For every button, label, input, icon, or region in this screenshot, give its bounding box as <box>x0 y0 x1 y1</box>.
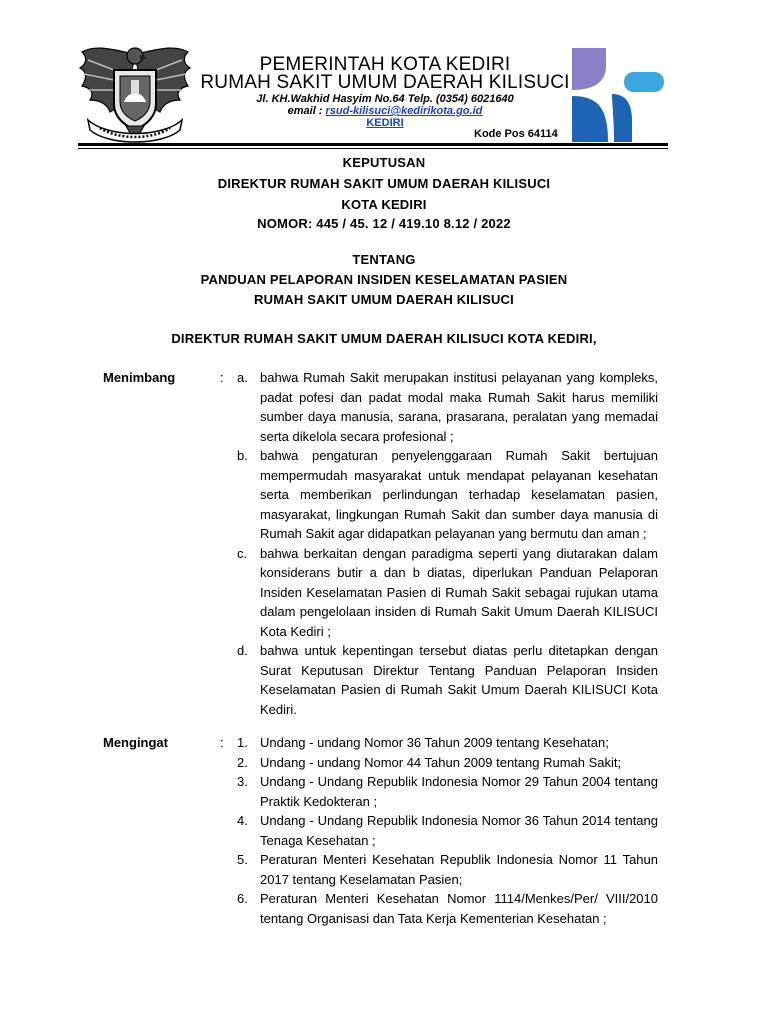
decree-number: NOMOR: 445 / 45. 12 / 419.10 8.12 / 2022 <box>257 216 511 231</box>
item-text: Peraturan Menteri Kesehatan Nomor 1114/Menkes/Per/ VIII/2010 tentang Organisasi dan Tata Kerja Kementerian Kesehatan ; <box>260 891 658 926</box>
doc-type: KEPUTUSAN <box>342 155 426 170</box>
mengingat-colon: : <box>220 735 224 750</box>
item-text: Undang - Undang Republik Indonesia Nomor 36 Tahun 2014 tentang Tenaga Kesehatan ; <box>260 813 658 848</box>
list-item <box>237 641 658 719</box>
letterhead-divider-thick <box>78 143 668 146</box>
item-number: 6. <box>237 891 248 906</box>
item-number: 1. <box>237 735 248 750</box>
list-item <box>237 811 658 850</box>
list-item <box>237 753 658 773</box>
mengingat-list <box>237 733 658 928</box>
letterhead-divider-thin <box>78 148 668 149</box>
item-number: 2. <box>237 754 248 770</box>
list-item <box>237 368 658 446</box>
subject-line1: PANDUAN PELAPORAN INSIDEN KESELAMATAN PASIEN <box>200 272 568 287</box>
list-item <box>237 772 658 811</box>
issuer: DIREKTUR RUMAH SAKIT UMUM DAERAH KILISUCI <box>217 176 551 191</box>
subject-line2: RUMAH SAKIT UMUM DAERAH KILISUCI <box>254 292 514 307</box>
letterhead-city: KEDIRI <box>366 117 404 129</box>
menimbang-list <box>237 368 658 719</box>
item-number: 5. <box>237 852 248 867</box>
item-number: 3. <box>237 774 248 789</box>
item-text: bahwa untuk kepentingan tersebut diatas perlu ditetapkan dengan Surat Keputusan Direktur Tentang Panduan Pelaporan Insiden Keselamatan Pasien di Rumah Sakit Umum Daerah KILISUCI Kota Kediri. <box>260 643 658 717</box>
item-number: 4. <box>237 813 248 828</box>
item-text: Undang - undang Nomor 44 Tahun 2009 tentang Rumah Sakit; <box>260 754 622 770</box>
director-heading: DIREKTUR RUMAH SAKIT UMUM DAERAH KILISUCI KOTA KEDIRI, <box>171 331 597 346</box>
item-text: Undang - undang Nomor 36 Tahun 2009 tentang Kesehatan; <box>260 735 609 750</box>
letterhead-hospital-name: RUMAH SAKIT UMUM DAERAH KILISUCI <box>200 72 570 93</box>
item-text: bahwa Rumah Sakit merupakan institusi pelayanan yang kompleks, padat pofesi dan padat modal maka Rumah Sakit harus memiliki sumber daya manusia, sarana, prasarana, peralatan yang memadai serta dikelola secara profesional ; <box>260 370 658 444</box>
issuer-city: KOTA KEDIRI <box>341 197 427 212</box>
item-text: Peraturan Menteri Kesehatan Republik Indonesia Nomor 11 Tahun 2017 tentang Keselamatan Pasien; <box>260 852 658 887</box>
item-number: c. <box>237 545 248 561</box>
menimbang-colon: : <box>220 370 224 385</box>
list-item <box>237 446 658 544</box>
mengingat-label: Mengingat <box>103 735 168 750</box>
list-item <box>237 733 658 753</box>
email-link[interactable]: rsud-kilisuci@kedirikota.go.id <box>325 105 483 117</box>
item-text: Undang - Undang Republik Indonesia Nomor 29 Tahun 2004 tentang Praktik Kedokteran ; <box>260 774 658 809</box>
list-item <box>237 889 658 928</box>
item-number: d. <box>237 643 248 658</box>
email-label: email : <box>287 105 326 117</box>
item-text: bahwa berkaitan dengan paradigma seperti yang diutarakan dalam konsiderans butir a dan b diatas, diperlukan Panduan Pelaporan Insiden Keselamatan Pasien di Rumah Sakit sebagai rujukan utama dalam pengelolaan insiden di Rumah Sakit Umum Daerah KILISUCI Kota Kediri ; <box>260 545 658 639</box>
list-item <box>237 850 658 889</box>
garuda-emblem-icon <box>74 40 196 152</box>
list-item <box>237 544 658 642</box>
item-number: b. <box>237 448 248 463</box>
item-text: bahwa pengaturan penyelenggaraan Rumah Sakit bertujuan mempermudah masyarakat untuk mendapat pelayanan kesehatan serta memberikan perlindungan terhadap keselamatan pasien, masyarakat, lingkungan Rumah Sakit dan sumber daya manusia di Rumah Sakit agar didapatkan pelayanan yang bermutu dan aman ; <box>260 448 658 541</box>
letterhead-government: PEMERINTAH KOTA KEDIRI <box>259 54 511 75</box>
menimbang-label: Menimbang <box>103 370 176 385</box>
item-number: a. <box>237 370 248 385</box>
letterhead-postal-code: Kode Pos 64114 <box>474 128 558 140</box>
about-heading: TENTANG <box>352 252 416 267</box>
hospital-logo-icon <box>568 44 666 142</box>
letterhead-address: Jl. KH.Wakhid Hasyim No.64 Telp. (0354) 6021640 <box>256 93 514 105</box>
